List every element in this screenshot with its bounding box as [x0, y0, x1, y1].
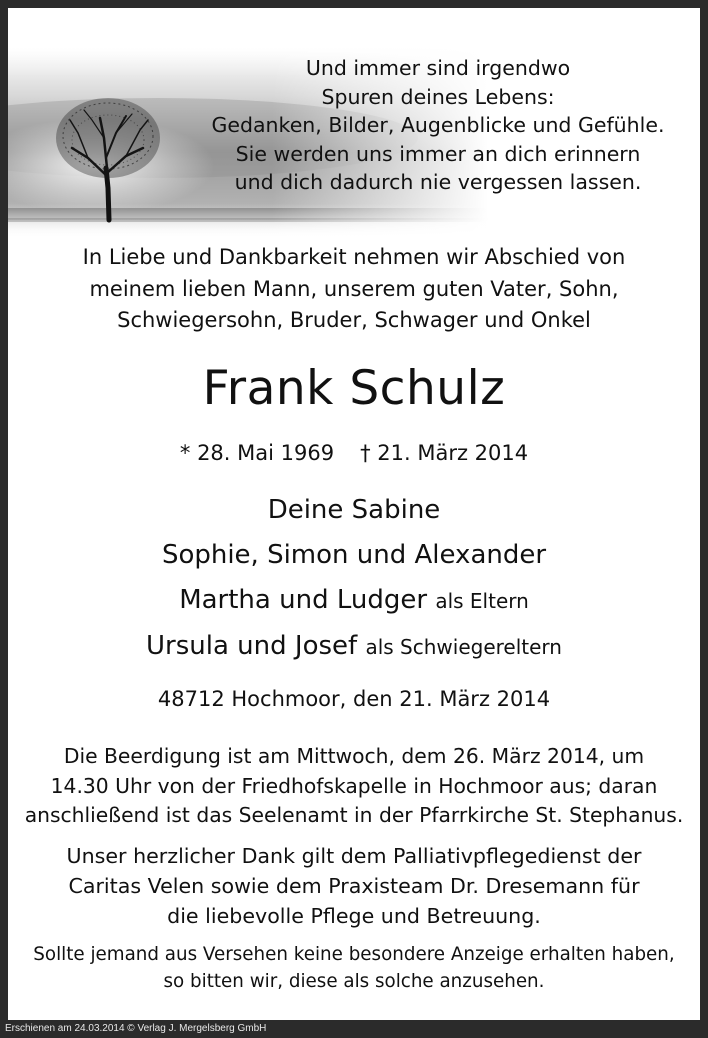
intro-line: Schwiegersohn, Bruder, Schwager und Onkel — [117, 308, 591, 332]
family-line — [8, 578, 700, 624]
family-members — [8, 488, 700, 670]
family-line — [8, 533, 700, 578]
poem — [208, 54, 668, 197]
poem-line: Sie werden uns immer an dich erinnern — [235, 141, 641, 166]
intro-line: meinem lieben Mann, unserem guten Vater, Sohn, — [89, 276, 619, 301]
place-and-date: 48712 Hochmoor, den 21. März 2014 — [157, 687, 551, 711]
birth-date: * 28. Mai 1969 — [179, 441, 335, 465]
deceased-name: Frank Schulz — [202, 361, 506, 416]
note-line: so bitten wir, diese als solche anzusehen. — [163, 971, 545, 992]
family-names: Martha und Ludger — [179, 585, 428, 615]
farewell-intro — [8, 242, 700, 337]
burial-line: anschließend ist das Seelenamt in der Pfarrkirche St. Stephanus. — [24, 803, 684, 828]
closing-note — [8, 941, 700, 995]
note-line: Sollte jemand aus Versehen keine besondere Anzeige erhalten haben, — [33, 944, 675, 965]
funeral-details — [8, 742, 700, 831]
intro-line: In Liebe und Dankbarkeit nehmen wir Abschied von — [82, 245, 626, 269]
burial-line: 14.30 Uhr von der Friedhofskapelle in Hochmoor aus; daran — [50, 773, 658, 798]
family-names: Sophie, Simon und Alexander — [161, 540, 547, 570]
publication-footer: Erschienen am 24.03.2014 © Verlag J. Mergelsberg GmbH — [5, 1023, 267, 1034]
family-relation: als Schwiegereltern — [365, 635, 562, 659]
thanks-line: Unser herzlicher Dank gilt dem Palliativpflegedienst der — [66, 844, 642, 868]
thanks-line: die liebevolle Pflege und Betreuung. — [167, 903, 541, 928]
family-names: Deine Sabine — [267, 495, 441, 525]
family-line — [8, 624, 700, 670]
obituary-notice — [8, 8, 700, 1020]
family-names: Ursula und Josef — [146, 631, 358, 661]
family-relation: als Eltern — [435, 589, 529, 613]
poem-line: Spuren deines Lebens: — [321, 84, 555, 109]
life-dates — [8, 438, 700, 468]
burial-line: Die Beerdigung ist am Mittwoch, dem 26. März 2014, um — [63, 744, 645, 768]
acknowledgement — [8, 842, 700, 931]
family-line — [8, 488, 700, 533]
poem-line: und dich dadurch nie vergessen lassen. — [234, 170, 642, 195]
poem-line: Und immer sind irgendwo — [305, 56, 571, 80]
poem-line: Gedanken, Bilder, Augenblicke und Gefühle. — [211, 113, 665, 138]
thanks-line: Caritas Velen sowie dem Praxisteam Dr. Dresemann für — [68, 873, 640, 898]
death-date: † 21. März 2014 — [360, 441, 529, 465]
